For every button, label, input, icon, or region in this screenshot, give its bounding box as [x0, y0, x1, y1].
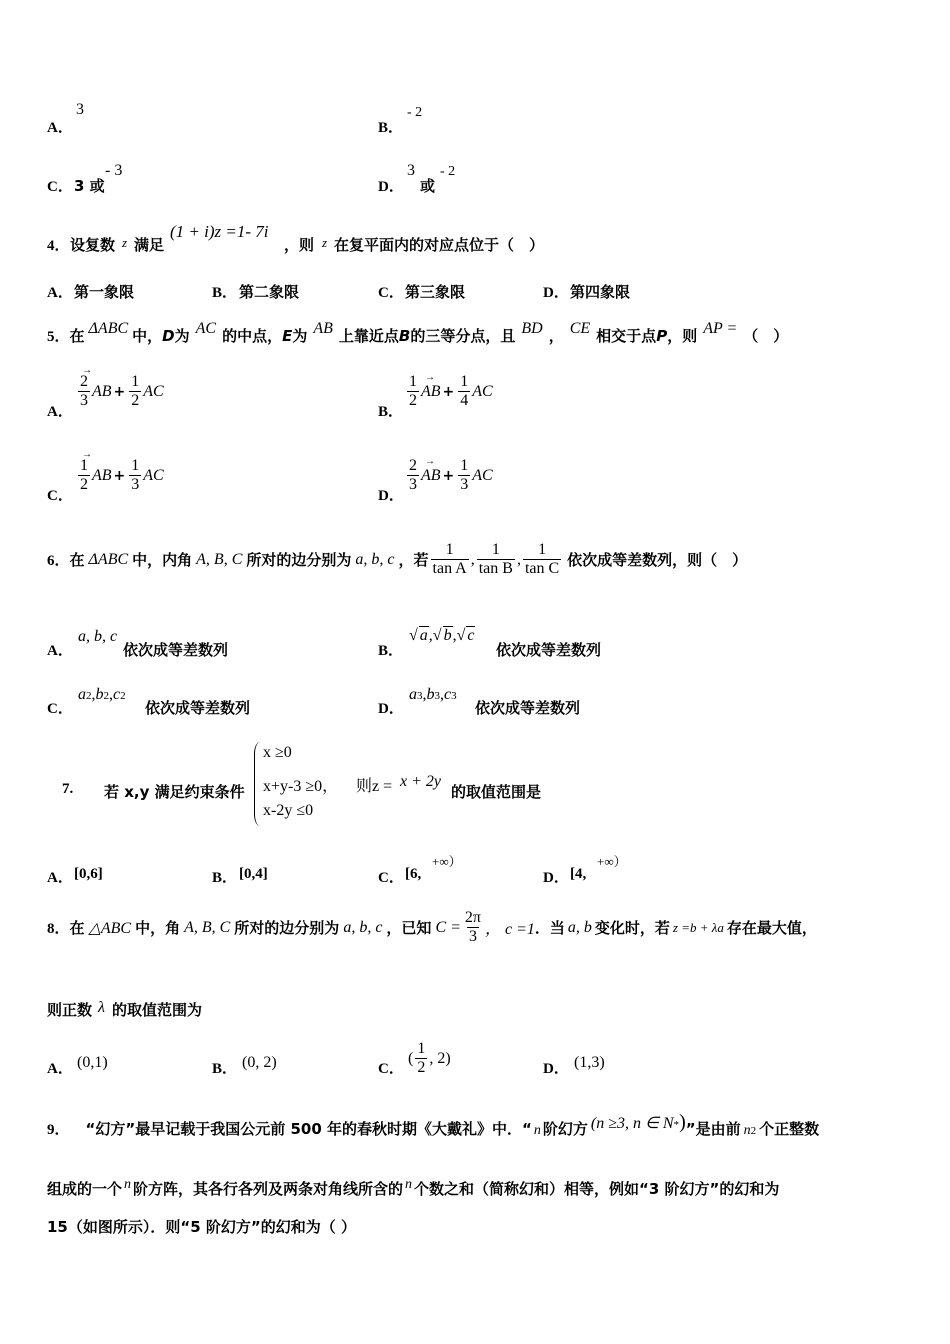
- q8-text5: 变化时，若: [594, 919, 670, 937]
- q9-n: n: [533, 1123, 541, 1138]
- q6-option-d-comma2: ,: [440, 686, 444, 703]
- q8-frac: $\frac{2\pi}{3}$: [464, 909, 481, 945]
- q8-angles: A, B, C: [184, 918, 231, 936]
- q8-option-c-expr: [408, 1040, 451, 1077]
- q4-option-b-text: 第二象限: [239, 283, 300, 301]
- q8-question: [47, 909, 817, 946]
- q4-number: 4．: [47, 238, 70, 254]
- q5-point-p: P: [656, 327, 668, 345]
- q4-text4: 在复平面内的对应点位于（ ）: [334, 236, 545, 254]
- q6-question: [47, 541, 747, 578]
- q3-option-a-value: 3: [76, 101, 84, 118]
- q5-text9: （ ）: [743, 327, 789, 345]
- q4-option-a-text: 第一象限: [74, 283, 135, 301]
- q9-line2b: 阶方阵，其各行各列及两条对角线所含的: [133, 1180, 404, 1198]
- q6-option-c-c: c: [113, 686, 121, 703]
- q5-question: [47, 320, 789, 346]
- q7-expr: x + 2y: [400, 773, 441, 790]
- q5-option-c-label: C．: [47, 488, 73, 504]
- q6-angles: A, B, C: [196, 550, 243, 568]
- q7-option-b-text: [0,4]: [239, 866, 268, 882]
- q5-option-d-plus: +: [442, 467, 455, 484]
- q5-triangle: ΔABC: [88, 320, 129, 337]
- q5-option-b-frac1: $\frac{1}{2}$: [409, 373, 417, 409]
- q6-option-d-a: a: [409, 686, 417, 703]
- q9-text4: 个正整数: [759, 1120, 820, 1138]
- q8-option-c-label: C．: [378, 1061, 404, 1077]
- q7-text1: 若 x,y 满足约束条件: [104, 783, 245, 801]
- q6-option-d-exp3: 3: [451, 690, 457, 702]
- q8-text2: 所对的边分别为: [234, 919, 340, 937]
- q3-option-c-text: 3 或: [74, 177, 105, 195]
- q6-option-a-text: 依次成等差数列: [123, 641, 229, 659]
- q8-option-d-text: (1,3): [574, 1054, 605, 1071]
- q5-option-a-vec1: AB: [92, 382, 112, 400]
- q9-text3: ”是由前: [685, 1120, 741, 1138]
- q9-n2: n: [743, 1123, 751, 1138]
- q6-option-d-exp1: 3: [417, 690, 423, 702]
- q5-option-c-vec1: AB: [92, 466, 112, 484]
- q7-option-c-tail: +∞）: [432, 854, 462, 869]
- q9-number: 9．: [47, 1122, 70, 1138]
- q5-option-b-label: B．: [378, 404, 404, 420]
- q5-segment-bd: BD: [521, 320, 543, 337]
- q5-option-a-expr: [76, 373, 164, 410]
- q5-point-b: B: [398, 327, 411, 345]
- q9-n2-exp: 2: [750, 1125, 757, 1137]
- q4-text1: 设复数: [70, 236, 116, 254]
- q7-option-d-tail: +∞）: [597, 854, 627, 869]
- q5-option-d-vec2: AC: [472, 466, 493, 484]
- q5-option-c-plus: +: [113, 467, 126, 484]
- q6-text1: 中，内角: [132, 551, 193, 569]
- q5-option-b-expr: [405, 373, 493, 410]
- q8-option-d-label: D．: [543, 1061, 569, 1077]
- q6-option-a-label: A．: [47, 643, 73, 659]
- q5-text6: 的三等分点，且: [410, 327, 516, 345]
- q6-option-d-c: c: [444, 686, 452, 703]
- q8-z-expr: z =b + λa: [672, 919, 724, 935]
- q8-line2b: 的取值范围为: [112, 1001, 203, 1019]
- q9-cond: (n ≥3, n ∈ N: [590, 1115, 674, 1132]
- q6-option-c-exp3: 2: [120, 690, 126, 702]
- q4-option-d-label: D．: [543, 285, 569, 301]
- q3-option-c-label: C．: [47, 179, 73, 195]
- q5-text7: 相交于点: [596, 327, 657, 345]
- q6-option-b-sqrt-b: √ b: [432, 627, 452, 644]
- q9-text2: 阶幻方: [542, 1120, 588, 1138]
- q4-option-c-text: 第三象限: [405, 283, 466, 301]
- q6-frac-tanc: $\frac{1}{\text{tan C}}$: [524, 541, 560, 577]
- q6-option-c-math: [78, 686, 126, 704]
- q5-option-d-expr: [405, 457, 493, 494]
- q5-option-a-vec2: AC: [143, 382, 164, 400]
- q8-option-c-pre: (: [408, 1049, 414, 1067]
- q8-option-b-label: B．: [212, 1061, 238, 1077]
- q7-option-c-text: [6,: [405, 866, 422, 882]
- q6-sep1: ,: [470, 550, 475, 568]
- q4-var-z: z: [122, 235, 128, 250]
- q6-option-c-a: a: [78, 686, 86, 703]
- q9-cond-sup: *: [673, 1119, 680, 1131]
- q8-option-c-frac: $\frac{1}{2}$: [417, 1040, 426, 1076]
- q5-option-c-vec2: AC: [143, 466, 164, 484]
- q5-text3: 的中点，: [222, 327, 283, 345]
- q9-text1: “幻方”最早记载于我国公元前 500 年的春秋时期《大戴礼》中．“: [85, 1120, 532, 1138]
- q7-text2: 的取值范围是: [451, 783, 542, 801]
- q6-option-b-comma2: ,: [452, 627, 457, 644]
- q6-option-c-exp1: 2: [86, 690, 92, 702]
- q6-option-d-b: b: [426, 686, 435, 703]
- q6-text2: 所对的边分别为: [246, 551, 352, 569]
- q5-text5: 上靠近点: [338, 327, 399, 345]
- q6-sides: a, b, c: [355, 550, 395, 568]
- q6-option-d-comma1: ,: [422, 686, 427, 703]
- q5-point-d: D: [162, 327, 175, 345]
- q7-constraint-1: x ≥0: [263, 744, 292, 761]
- q4-option-c-label: C．: [378, 285, 404, 301]
- q6-text3: ，若: [398, 551, 429, 569]
- q8-triangle: △ABC: [88, 919, 132, 937]
- q3-option-d-label: D．: [378, 179, 404, 195]
- q3-option-d-text: 或: [420, 177, 436, 195]
- q5-option-a-frac2: $\frac{1}{2}$: [131, 373, 140, 409]
- q6-triangle: ΔABC: [88, 550, 129, 568]
- q9-line1: [47, 1111, 820, 1140]
- q5-option-a-plus: +: [113, 383, 126, 400]
- q6-number: 6．: [47, 553, 70, 569]
- q9-line3: 15（如图所示）．则“5 阶幻方”的幻和为（ ）: [47, 1218, 356, 1236]
- q8-text3: ，已知: [386, 919, 432, 937]
- q8-option-a-text: (0,1): [77, 1054, 108, 1071]
- q4-text3: ，则: [284, 236, 315, 254]
- q6-option-b-math: [409, 626, 475, 645]
- q5-point-e: E: [282, 327, 293, 345]
- q8-option-a-label: A．: [47, 1061, 73, 1077]
- q8-text4: ．当: [534, 919, 565, 937]
- q7-then: 则z =: [356, 778, 393, 795]
- q9-line2a: 组成的一个: [47, 1180, 123, 1198]
- q4-equation: (1 + i)z =1- 7i: [170, 222, 269, 241]
- q9-line2-n1: n: [124, 1177, 132, 1192]
- q3-option-d-value1: 3: [407, 162, 415, 179]
- q8-sides: a, b, c: [343, 918, 383, 936]
- q4-option-b-label: B．: [212, 285, 238, 301]
- q7-option-c-label: C．: [378, 870, 404, 886]
- q9-cond-end: ): [679, 1111, 686, 1133]
- q5-text1: 中，: [132, 327, 163, 345]
- q5-option-b-vec2: AC: [472, 382, 493, 400]
- q3-option-b-label: B．: [378, 120, 404, 136]
- q5-number: 5．: [47, 329, 70, 345]
- q5-vector-ap: AP =: [703, 320, 738, 337]
- q6-option-b-label: B．: [378, 643, 404, 659]
- q8-number: 8．: [47, 921, 70, 937]
- q5-option-c-frac2: $\frac{1}{3}$: [131, 457, 140, 493]
- q6-option-c-text: 依次成等差数列: [145, 699, 251, 717]
- q6-option-d-math: [409, 686, 457, 704]
- q6-text-in: 在: [69, 551, 85, 569]
- q8-text1: 中，角: [135, 919, 181, 937]
- q3-option-c-value: - 3: [105, 162, 123, 179]
- q7-option-b-label: B．: [212, 870, 238, 886]
- q6-frac-tanb: $\frac{1}{\text{tan B}}$: [478, 541, 513, 577]
- q8-option-b-text: (0, 2): [242, 1054, 277, 1071]
- q5-option-d-frac2: $\frac{1}{3}$: [460, 457, 469, 493]
- q6-option-c-exp2: 2: [103, 690, 109, 702]
- q8-text-in: 在: [69, 919, 85, 937]
- q5-option-b-vec1: → AB: [421, 383, 441, 401]
- q6-option-c-comma1: ,: [91, 686, 96, 703]
- q7-option-a-label: A．: [47, 870, 73, 886]
- q9-line2c: 个数之和（简称幻和）相等，例如“3 阶幻方”的幻和为: [414, 1180, 780, 1198]
- q5-text2: 为: [174, 327, 190, 345]
- q8-c-eq: C =: [435, 918, 461, 936]
- q7-constraint-3: x-2y ≤0: [263, 802, 314, 819]
- q6-option-b-comma1: ,: [428, 627, 433, 644]
- q5-segment-ce: CE: [569, 320, 591, 337]
- q6-option-b-text: 依次成等差数列: [496, 641, 602, 659]
- q7-constraint-2: x+y-3 ≥0，: [263, 778, 339, 795]
- q5-text4: 为: [292, 327, 308, 345]
- q9-line2-n2: n: [405, 1177, 413, 1192]
- q5-option-d-frac1: $\frac{2}{3}$: [409, 457, 417, 493]
- q6-option-d-exp2: 3: [434, 690, 440, 702]
- q5-text8: ，则: [667, 327, 698, 345]
- q8-c-small: ， c =1: [484, 921, 535, 938]
- q3-option-a-label: A．: [47, 120, 73, 136]
- q5-option-a-frac1: → $\frac{2}{3}$: [78, 373, 90, 410]
- q5-option-d-vec1: → AB: [421, 467, 441, 485]
- q7-option-d-text: [4,: [570, 866, 587, 882]
- q7-option-d-label: D．: [543, 870, 569, 886]
- q5-option-a-label: A．: [47, 404, 73, 420]
- q3-option-b-value: - 2: [407, 105, 423, 120]
- q4-option-a-label: A．: [47, 285, 73, 301]
- q5-option-b-plus: +: [442, 383, 455, 400]
- q6-option-d-label: D．: [378, 701, 404, 717]
- q8-line2a: 则正数: [47, 1001, 93, 1019]
- q8-text6: 存在最大值，: [726, 919, 817, 937]
- q3-option-d-value2: - 2: [440, 164, 456, 179]
- q6-option-c-label: C．: [47, 701, 73, 717]
- q6-text4: 依次成等差数列，则（ ）: [567, 551, 748, 569]
- q4-option-d-text: 第四象限: [570, 283, 631, 301]
- q4-text2: 满足: [134, 236, 165, 254]
- q5-option-c-frac1: → $\frac{1}{2}$: [78, 457, 90, 494]
- q5-option-d-label: D．: [378, 488, 404, 504]
- q8-option-c-post: , 2): [429, 1049, 451, 1067]
- q9-line2: [47, 1178, 779, 1199]
- q5-text-in: 在: [69, 327, 85, 345]
- q6-option-d-text: 依次成等差数列: [475, 699, 581, 717]
- q6-option-c-b: b: [95, 686, 104, 703]
- q6-option-a-math: a, b, c: [78, 628, 118, 645]
- q5-comma: ，: [548, 327, 564, 345]
- q6-option-b-sqrt-c: √ c: [456, 627, 475, 644]
- q5-segment-ab: AB: [313, 320, 333, 337]
- q7-option-a-text: [0,6]: [74, 866, 103, 882]
- q7-number: 7.: [62, 781, 74, 797]
- q5-option-b-frac2: $\frac{1}{4}$: [460, 373, 469, 409]
- q4-var-z-2: z: [322, 235, 328, 250]
- q6-option-c-comma2: ,: [109, 686, 113, 703]
- q7-constraint-brace: [254, 742, 263, 826]
- q6-sep2: ,: [516, 550, 521, 568]
- q8-ab: a, b: [567, 918, 592, 936]
- q8-lambda: λ: [98, 999, 105, 1016]
- q6-frac-tana: $\frac{1}{\text{tan A}}$: [432, 541, 467, 577]
- q6-option-b-sqrt-a: √ a: [409, 627, 428, 644]
- q5-option-c-expr: [76, 457, 164, 494]
- q5-segment-ac: AC: [195, 320, 217, 337]
